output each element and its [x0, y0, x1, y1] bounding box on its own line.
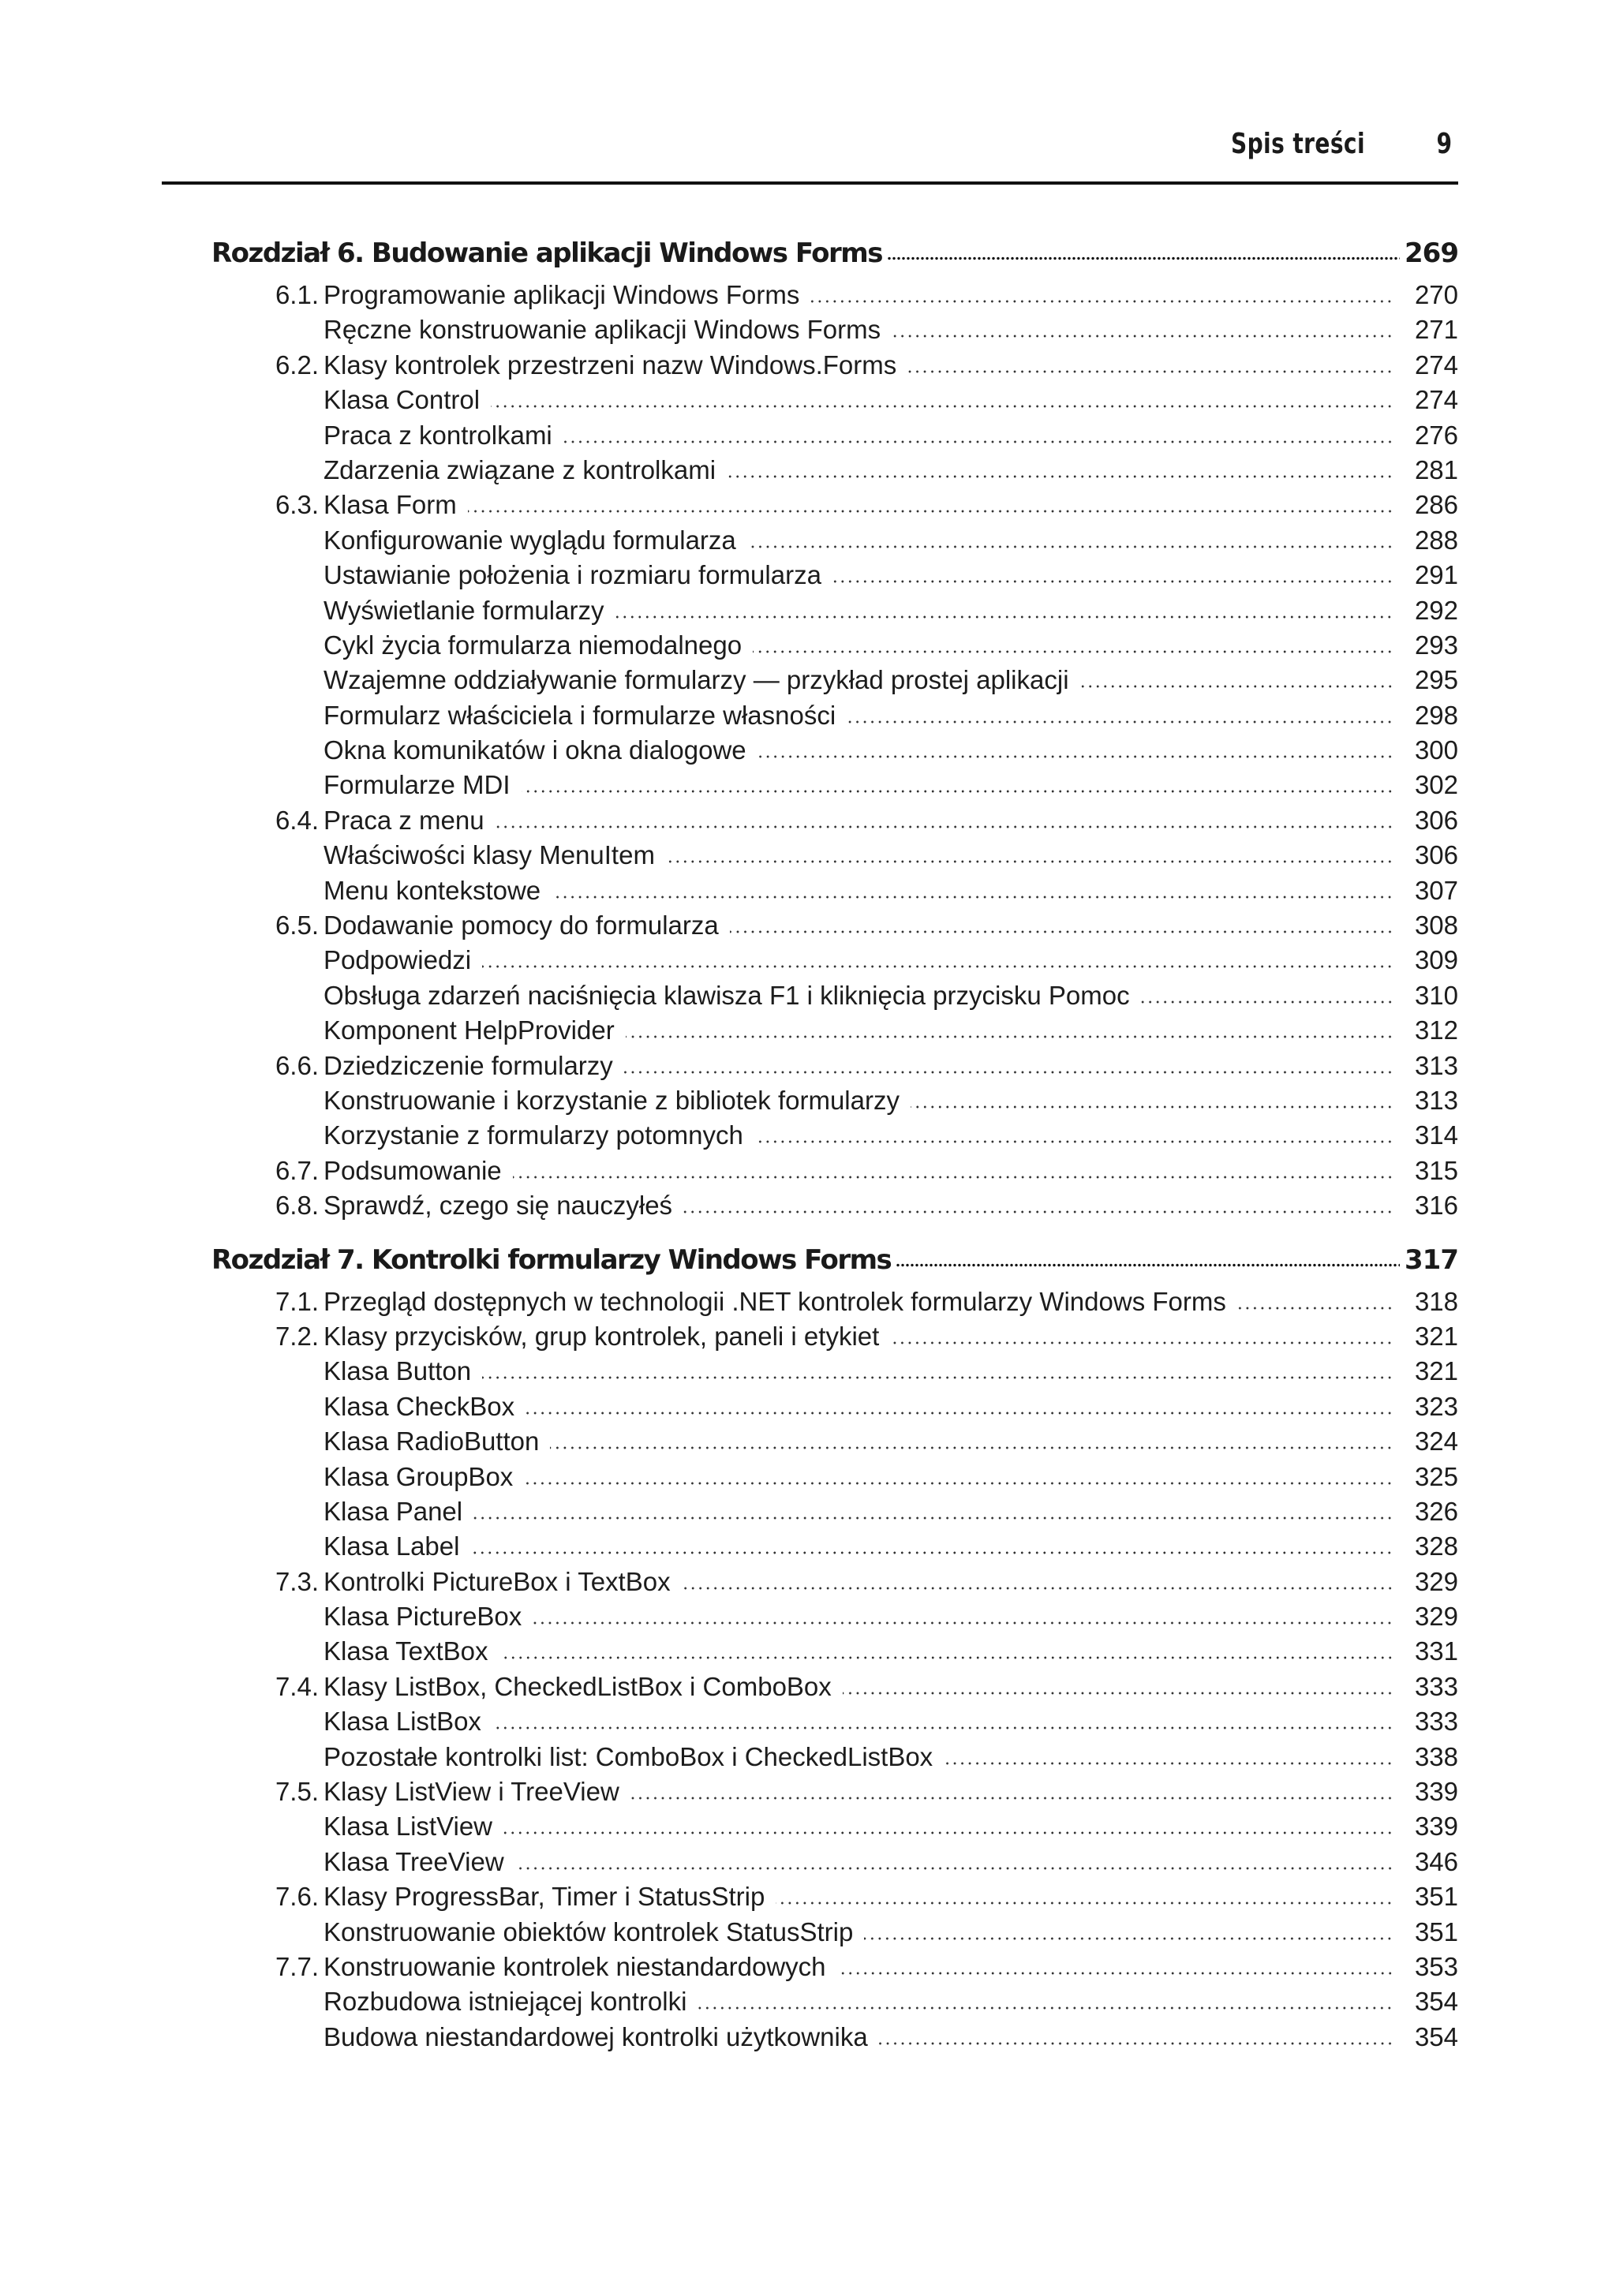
entry-page-number: 295: [1414, 665, 1458, 695]
dot-leader: [892, 335, 1393, 338]
dot-leader: [911, 1105, 1393, 1109]
entry-page-number: 329: [1414, 1602, 1458, 1632]
toc-entry[interactable]: [211, 1565, 1458, 1599]
entry-page-number: 354: [1414, 1987, 1458, 2017]
entry-title: Klasa TextBox: [324, 1636, 488, 1666]
toc-entry[interactable]: [211, 312, 1458, 347]
dot-leader: [810, 300, 1393, 303]
entry-page-number: 314: [1414, 1120, 1458, 1150]
entry-title: Podsumowanie: [324, 1155, 502, 1185]
toc-entry[interactable]: [211, 803, 1458, 838]
entry-page-number: 351: [1414, 1916, 1458, 1946]
toc-entry[interactable]: [211, 1529, 1458, 1564]
dot-leader: [907, 370, 1393, 373]
entry-title: Klasa Button: [324, 1356, 472, 1386]
entry-title: Klasa RadioButton: [324, 1427, 540, 1457]
entry-page-number: 274: [1414, 385, 1458, 415]
entry-page-number: 292: [1414, 595, 1458, 625]
dot-leader: [552, 896, 1393, 899]
dot-leader: [832, 580, 1393, 583]
entry-page-number: 306: [1414, 805, 1458, 835]
dot-leader: [482, 1376, 1393, 1379]
section-number: 6.2.: [275, 350, 319, 380]
dot-leader: [533, 1621, 1393, 1625]
running-header-title: Spis treści: [1230, 128, 1365, 160]
entry-page-number: 313: [1414, 1050, 1458, 1080]
entry-page-number: 316: [1414, 1191, 1458, 1221]
toc-entry[interactable]: [211, 1599, 1458, 1634]
entry-page-number: 312: [1414, 1015, 1458, 1045]
entry-title: Konstruowanie i korzystanie z bibliotek formularzy: [324, 1085, 900, 1115]
dot-leader: [615, 615, 1393, 619]
entry-page-number: 321: [1414, 1321, 1458, 1351]
dot-leader: [626, 1035, 1393, 1038]
entry-title: Właściwości klasy MenuItem: [324, 840, 655, 870]
toc-entry[interactable]: [211, 1154, 1458, 1188]
entry-page-number: 271: [1414, 315, 1458, 345]
toc-entry[interactable]: [211, 1049, 1458, 1083]
dot-leader: [843, 1692, 1393, 1695]
running-header-page-number: 9: [1436, 128, 1452, 160]
dot-leader: [499, 1656, 1393, 1659]
toc-entry[interactable]: [211, 1013, 1458, 1048]
dot-leader: [727, 475, 1393, 478]
entry-page-number: 308: [1414, 911, 1458, 940]
toc-entry[interactable]: [211, 1634, 1458, 1669]
toc-entry[interactable]: [211, 768, 1458, 802]
dot-leader: [879, 2042, 1393, 2045]
toc-entry[interactable]: [211, 873, 1458, 908]
entry-page-number: 288: [1414, 525, 1458, 555]
entry-title: Klasa CheckBox: [324, 1391, 515, 1421]
entry-page-number: 351: [1414, 1882, 1458, 1912]
chapter-title: Rozdział 7. Kontrolki formularzy Windows Forms: [211, 1243, 892, 1276]
entry-title: Klasa Control: [324, 385, 481, 415]
section-number: 6.7.: [275, 1155, 319, 1185]
entry-page-number: 318: [1414, 1286, 1458, 1316]
entry-page-number: 291: [1414, 560, 1458, 590]
entry-page-number: 321: [1414, 1356, 1458, 1386]
entry-title: Komponent HelpProvider: [324, 1015, 615, 1045]
entry-title: Ustawianie położenia i rozmiaru formularza: [324, 560, 821, 590]
entry-page-number: 346: [1414, 1846, 1458, 1876]
section-number: 7.4.: [275, 1671, 319, 1701]
table-of-contents: [211, 229, 1458, 2066]
dot-leader: [482, 965, 1393, 968]
dot-leader: [887, 256, 1400, 260]
toc-entry[interactable]: [211, 2020, 1458, 2055]
dot-leader: [503, 1831, 1393, 1834]
dot-leader: [730, 930, 1393, 933]
entry-title: Ręczne konstruowanie aplikacji Windows Forms: [324, 315, 881, 345]
toc-entry[interactable]: [211, 943, 1458, 978]
section-number: 6.3.: [275, 490, 319, 520]
toc-entry[interactable]: [211, 418, 1458, 453]
toc-entry[interactable]: [211, 1319, 1458, 1354]
entry-page-number: 328: [1414, 1531, 1458, 1561]
chapter-page-number: 317: [1405, 1243, 1458, 1276]
entry-page-number: 302: [1414, 770, 1458, 800]
toc-entry[interactable]: [211, 278, 1458, 312]
entry-page-number: 306: [1414, 840, 1458, 870]
entry-page-number: 331: [1414, 1636, 1458, 1666]
entry-title: Klasy ListView i TreeView: [324, 1777, 619, 1807]
entry-title: Praca z menu: [324, 805, 484, 835]
toc-entry[interactable]: [211, 1740, 1458, 1774]
section-number: 7.6.: [275, 1882, 319, 1912]
toc-entry[interactable]: [211, 1704, 1458, 1739]
dot-leader: [515, 1867, 1393, 1870]
entry-page-number: 354: [1414, 2021, 1458, 2051]
dot-leader: [776, 1901, 1393, 1905]
entry-page-number: 339: [1414, 1777, 1458, 1807]
toc-entry[interactable]: [211, 733, 1458, 768]
entry-title: Pozostałe kontrolki list: ComboBox i CheckedListBox: [324, 1741, 933, 1771]
entry-page-number: 333: [1414, 1671, 1458, 1701]
entry-page-number: 298: [1414, 700, 1458, 730]
entry-title: Cykl życia formularza niemodalnego: [324, 630, 743, 660]
entry-page-number: 353: [1414, 1951, 1458, 1981]
toc-entry[interactable]: [211, 1670, 1458, 1704]
toc-entry[interactable]: [211, 663, 1458, 697]
entry-page-number: 300: [1414, 735, 1458, 765]
toc-entry[interactable]: [211, 1984, 1458, 2019]
toc-chapter-heading[interactable]: [211, 229, 1458, 278]
dot-leader: [563, 440, 1393, 443]
toc-chapter: [211, 229, 1458, 1224]
toc-chapter-heading[interactable]: [211, 1236, 1458, 1284]
entry-title: Formularz właściciela i formularze własności: [324, 700, 836, 730]
toc-entry[interactable]: [211, 838, 1458, 873]
entry-page-number: 315: [1414, 1155, 1458, 1185]
toc-entry[interactable]: [211, 1389, 1458, 1424]
toc-entry[interactable]: [211, 523, 1458, 558]
dot-leader: [1237, 1307, 1393, 1310]
section-number: 7.5.: [275, 1777, 319, 1807]
entry-title: Obsługa zdarzeń naciśnięcia klawisza F1 i kliknięcia przycisku Pomoc: [324, 980, 1130, 1010]
entry-title: Klasy kontrolek przestrzeni nazw Windows.Forms: [324, 350, 897, 380]
toc-entry[interactable]: [211, 453, 1458, 488]
toc-entry[interactable]: [211, 1354, 1458, 1389]
entry-page-number: 338: [1414, 1741, 1458, 1771]
dot-leader: [496, 825, 1393, 828]
dot-leader: [1080, 685, 1393, 688]
entry-page-number: 333: [1414, 1707, 1458, 1737]
toc-entry[interactable]: [211, 978, 1458, 1013]
entry-title: Formularze MDI: [324, 770, 511, 800]
toc-entry[interactable]: [211, 348, 1458, 383]
entry-title: Klasa Panel: [324, 1496, 463, 1526]
section-number: 6.5.: [275, 911, 319, 940]
entry-title: Klasa TreeView: [324, 1846, 504, 1876]
entry-page-number: 310: [1414, 980, 1458, 1010]
toc-entry[interactable]: [211, 1284, 1458, 1319]
toc-entry[interactable]: [211, 383, 1458, 417]
entry-page-number: 276: [1414, 420, 1458, 450]
entry-title: Budowa niestandardowej kontrolki użytkownika: [324, 2021, 868, 2051]
entry-page-number: 281: [1414, 454, 1458, 484]
entry-title: Dziedziczenie formularzy: [324, 1050, 613, 1080]
dot-leader: [526, 1412, 1393, 1415]
entry-title: Konstruowanie kontrolek niestandardowych: [324, 1951, 826, 1981]
section-number: 7.3.: [275, 1566, 319, 1596]
entry-page-number: 324: [1414, 1427, 1458, 1457]
dot-leader: [698, 2006, 1393, 2010]
running-header: [162, 126, 1458, 185]
dot-leader: [753, 650, 1393, 653]
entry-title: Programowanie aplikacji Windows Forms: [324, 280, 800, 309]
entry-page-number: 274: [1414, 350, 1458, 380]
entry-title: Okna komunikatów i okna dialogowe: [324, 735, 746, 765]
entry-page-number: 270: [1414, 280, 1458, 309]
chapter-title: Rozdział 6. Budowanie aplikacji Windows Forms: [211, 237, 882, 269]
entry-title: Wzajemne oddziaływanie formularzy — przykład prostej aplikacji: [324, 665, 1069, 695]
entry-title: Dodawanie pomocy do formularza: [324, 911, 719, 940]
toc-entry[interactable]: [211, 558, 1458, 593]
entry-title: Klasa GroupBox: [324, 1461, 514, 1491]
entry-title: Zdarzenia związane z kontrolkami: [324, 454, 716, 484]
entry-title: Podpowiedzi: [324, 945, 472, 975]
entry-title: Konstruowanie obiektów kontrolek StatusStrip: [324, 1916, 854, 1946]
dot-leader: [864, 1937, 1393, 1940]
entry-title: Klasa ListView: [324, 1812, 493, 1842]
dot-leader: [754, 1140, 1393, 1143]
toc-entry[interactable]: [211, 1845, 1458, 1879]
section-number: 6.1.: [275, 280, 319, 309]
entry-page-number: 309: [1414, 945, 1458, 975]
toc-entry[interactable]: [211, 593, 1458, 628]
entry-title: Klasy przycisków, grup kontrolek, paneli i etykiet: [324, 1321, 880, 1351]
entry-page-number: 325: [1414, 1461, 1458, 1491]
entry-page-number: 313: [1414, 1085, 1458, 1115]
dot-leader: [890, 1341, 1393, 1344]
toc-entry[interactable]: [211, 488, 1458, 522]
toc-entry[interactable]: [211, 1879, 1458, 1914]
entry-title: Klasa ListBox: [324, 1707, 481, 1737]
dot-leader: [473, 1516, 1393, 1520]
dot-leader: [624, 1071, 1393, 1074]
section-number: 7.2.: [275, 1321, 319, 1351]
toc-entry[interactable]: [211, 1424, 1458, 1459]
entry-title: Menu kontekstowe: [324, 875, 541, 905]
entry-page-number: 293: [1414, 630, 1458, 660]
toc-entry[interactable]: [211, 698, 1458, 733]
entry-title: Klasa Form: [324, 490, 457, 520]
entry-title: Klasy ProgressBar, Timer i StatusStrip: [324, 1882, 765, 1912]
entry-title: Kontrolki PictureBox i TextBox: [324, 1566, 671, 1596]
entry-page-number: 329: [1414, 1566, 1458, 1596]
section-number: 6.4.: [275, 805, 319, 835]
dot-leader: [666, 860, 1393, 863]
toc-entry[interactable]: [211, 908, 1458, 943]
entry-page-number: 286: [1414, 490, 1458, 520]
dot-leader: [550, 1446, 1393, 1449]
dot-leader: [837, 1972, 1393, 1975]
dot-leader: [630, 1797, 1393, 1800]
toc-entry[interactable]: [211, 1118, 1458, 1153]
dot-leader: [468, 510, 1393, 513]
toc-entry[interactable]: [211, 628, 1458, 663]
chapter-page-number: 269: [1405, 237, 1458, 269]
dot-leader: [513, 1176, 1393, 1179]
toc-chapter: [211, 1236, 1458, 2055]
entry-page-number: 339: [1414, 1812, 1458, 1842]
section-number: 7.1.: [275, 1286, 319, 1316]
entry-title: Klasa Label: [324, 1531, 460, 1561]
entry-title: Konfigurowanie wyglądu formularza: [324, 525, 736, 555]
dot-leader: [524, 1482, 1393, 1485]
dot-leader: [683, 1210, 1393, 1213]
entry-title: Przegląd dostępnych w technologii .NET kontrolek formularzy Windows Forms: [324, 1286, 1226, 1316]
dot-leader: [470, 1551, 1393, 1554]
dot-leader: [492, 1726, 1393, 1729]
dot-leader: [758, 755, 1393, 758]
toc-entry[interactable]: [211, 1774, 1458, 1809]
toc-entry[interactable]: [211, 1460, 1458, 1494]
dot-leader: [682, 1587, 1393, 1590]
dot-leader: [896, 1263, 1400, 1267]
entry-page-number: 307: [1414, 875, 1458, 905]
section-number: 6.6.: [275, 1050, 319, 1080]
entry-title: Klasy ListBox, CheckedListBox i ComboBox: [324, 1671, 832, 1701]
entry-title: Wyświetlanie formularzy: [324, 595, 604, 625]
dot-leader: [522, 790, 1393, 793]
toc-entry[interactable]: [211, 1950, 1458, 1984]
dot-leader: [944, 1762, 1393, 1765]
dot-leader: [747, 545, 1393, 548]
section-number: 7.7.: [275, 1951, 319, 1981]
entry-title: Sprawdź, czego się nauczyłeś: [324, 1191, 673, 1221]
toc-entry[interactable]: [211, 1083, 1458, 1118]
entry-page-number: 326: [1414, 1496, 1458, 1526]
toc-entry[interactable]: [211, 1809, 1458, 1844]
toc-entry[interactable]: [211, 1915, 1458, 1950]
section-number: 6.8.: [275, 1191, 319, 1221]
entry-title: Rozbudowa istniejącej kontrolki: [324, 1987, 687, 2017]
dot-leader: [1141, 1000, 1393, 1004]
entry-title: Klasa PictureBox: [324, 1602, 522, 1632]
entry-title: Korzystanie z formularzy potomnych: [324, 1120, 743, 1150]
entry-title: Praca z kontrolkami: [324, 420, 552, 450]
toc-entry[interactable]: [211, 1188, 1458, 1223]
dot-leader: [491, 405, 1393, 408]
toc-entry[interactable]: [211, 1494, 1458, 1529]
entry-page-number: 323: [1414, 1391, 1458, 1421]
dot-leader: [847, 720, 1393, 724]
